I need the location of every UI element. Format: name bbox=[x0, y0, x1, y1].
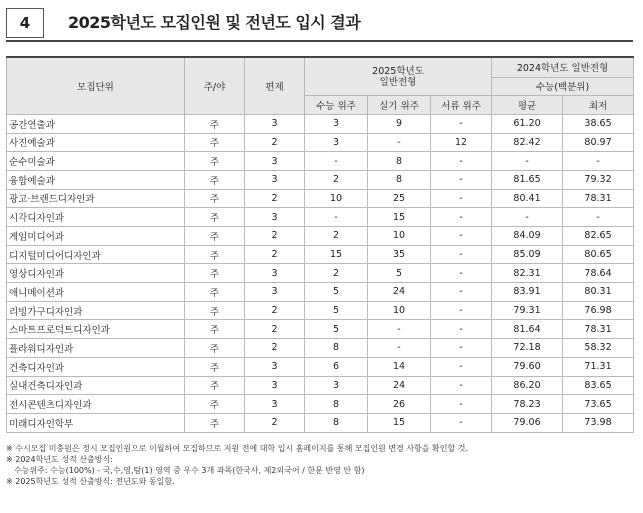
note-3: 수능위주: 수능(100%) - 국,수,영,탐(1) 영역 중 우수 3개 과목(한국사, 제2외국어 / 한문 반영 안 함) bbox=[14, 466, 365, 475]
cell-suneung: - bbox=[305, 152, 368, 171]
cell-day-night: 주 bbox=[185, 227, 245, 246]
cell-silgi: 10 bbox=[368, 227, 431, 246]
cell-silgi: 14 bbox=[368, 357, 431, 376]
cell-average: 72.18 bbox=[492, 339, 563, 358]
cell-silgi: - bbox=[368, 339, 431, 358]
cell-program: 3 bbox=[245, 170, 305, 189]
cell-seoryu: - bbox=[431, 357, 492, 376]
cell-unit: 실내건축디자인과 bbox=[7, 376, 185, 395]
cell-day-night: 주 bbox=[185, 152, 245, 171]
cell-average: 82.42 bbox=[492, 133, 563, 152]
cell-unit: 게임미디어과 bbox=[7, 227, 185, 246]
cell-suneung: 2 bbox=[305, 170, 368, 189]
cell-day-night: 주 bbox=[185, 189, 245, 208]
cell-silgi: 5 bbox=[368, 264, 431, 283]
cell-minimum: 80.97 bbox=[563, 133, 634, 152]
header-seoryu: 서류 위주 bbox=[431, 96, 492, 115]
cell-program: 3 bbox=[245, 114, 305, 133]
cell-unit: 영상디자인과 bbox=[7, 264, 185, 283]
cell-suneung: 2 bbox=[305, 264, 368, 283]
footnotes bbox=[6, 443, 633, 487]
cell-suneung: 8 bbox=[305, 395, 368, 414]
cell-unit: 미래디자인학부 bbox=[7, 413, 185, 432]
cell-minimum: 82.65 bbox=[563, 227, 634, 246]
cell-silgi: - bbox=[368, 133, 431, 152]
cell-program: 2 bbox=[245, 245, 305, 264]
cell-seoryu: - bbox=[431, 264, 492, 283]
cell-seoryu: - bbox=[431, 114, 492, 133]
cell-unit: 건축디자인과 bbox=[7, 357, 185, 376]
header-silgi: 실기 위주 bbox=[368, 96, 431, 115]
cell-unit: 리빙가구디자인과 bbox=[7, 301, 185, 320]
cell-minimum: 73.98 bbox=[563, 413, 634, 432]
table-row bbox=[7, 357, 634, 376]
cell-minimum: 78.64 bbox=[563, 264, 634, 283]
cell-suneung: 2 bbox=[305, 227, 368, 246]
cell-unit: 광고·브랜드디자인과 bbox=[7, 189, 185, 208]
cell-seoryu: - bbox=[431, 170, 492, 189]
table-row bbox=[7, 245, 634, 264]
cell-program: 3 bbox=[245, 357, 305, 376]
cell-suneung: 15 bbox=[305, 245, 368, 264]
table-row bbox=[7, 152, 634, 171]
cell-day-night: 주 bbox=[185, 357, 245, 376]
header-unit: 모집단위 bbox=[7, 57, 185, 114]
header-suneung: 수능 위주 bbox=[305, 96, 368, 115]
cell-program: 3 bbox=[245, 264, 305, 283]
cell-program: 3 bbox=[245, 395, 305, 414]
cell-average: 79.06 bbox=[492, 413, 563, 432]
table-row bbox=[7, 264, 634, 283]
note-1: ※ 수시모집 미충원은 정시 모집인원으로 이월하여 모집하므로 지원 전에 대학 입시 홈페이지를 통해 모집인원 변경 사항을 확인할 것. bbox=[6, 444, 469, 453]
table-row bbox=[7, 170, 634, 189]
cell-seoryu: - bbox=[431, 245, 492, 264]
cell-seoryu: - bbox=[431, 283, 492, 302]
cell-unit: 공간연출과 bbox=[7, 114, 185, 133]
cell-program: 3 bbox=[245, 152, 305, 171]
cell-average: 82.31 bbox=[492, 264, 563, 283]
cell-silgi: 15 bbox=[368, 208, 431, 227]
cell-seoryu: - bbox=[431, 320, 492, 339]
cell-program: 2 bbox=[245, 133, 305, 152]
cell-day-night: 주 bbox=[185, 114, 245, 133]
cell-suneung: 5 bbox=[305, 283, 368, 302]
table-row bbox=[7, 339, 634, 358]
header-group-2025: 2025학년도 일반전형 bbox=[305, 57, 492, 96]
cell-unit: 융합예술과 bbox=[7, 170, 185, 189]
cell-average: 78.23 bbox=[492, 395, 563, 414]
cell-program: 3 bbox=[245, 376, 305, 395]
note-4: ※ 2025학년도 성적 산출방식: 전년도와 동일함. bbox=[6, 477, 175, 486]
cell-average: 61.20 bbox=[492, 114, 563, 133]
cell-unit: 사진예술과 bbox=[7, 133, 185, 152]
cell-average: 85.09 bbox=[492, 245, 563, 264]
cell-minimum: 71.31 bbox=[563, 357, 634, 376]
cell-average: 79.31 bbox=[492, 301, 563, 320]
cell-minimum: 83.65 bbox=[563, 376, 634, 395]
cell-day-night: 주 bbox=[185, 283, 245, 302]
cell-unit: 디지털미디어디자인과 bbox=[7, 245, 185, 264]
cell-seoryu: - bbox=[431, 189, 492, 208]
cell-program: 2 bbox=[245, 339, 305, 358]
cell-seoryu: - bbox=[431, 413, 492, 432]
cell-seoryu: - bbox=[431, 395, 492, 414]
cell-minimum: 38.65 bbox=[563, 114, 634, 133]
cell-day-night: 주 bbox=[185, 245, 245, 264]
header-program: 편제 bbox=[245, 57, 305, 114]
note-2: ※ 2024학년도 성적 산출방식: bbox=[6, 455, 113, 464]
table-row bbox=[7, 283, 634, 302]
cell-suneung: 6 bbox=[305, 357, 368, 376]
cell-average: 79.60 bbox=[492, 357, 563, 376]
table-row bbox=[7, 227, 634, 246]
cell-day-night: 주 bbox=[185, 208, 245, 227]
cell-suneung: 8 bbox=[305, 339, 368, 358]
cell-minimum: 76.98 bbox=[563, 301, 634, 320]
cell-minimum: 79.32 bbox=[563, 170, 634, 189]
cell-day-night: 주 bbox=[185, 170, 245, 189]
admissions-table bbox=[6, 56, 634, 433]
cell-minimum: 80.31 bbox=[563, 283, 634, 302]
cell-average: 80.41 bbox=[492, 189, 563, 208]
cell-silgi: 25 bbox=[368, 189, 431, 208]
cell-suneung: 10 bbox=[305, 189, 368, 208]
cell-minimum: 78.31 bbox=[563, 320, 634, 339]
cell-silgi: 15 bbox=[368, 413, 431, 432]
cell-program: 2 bbox=[245, 301, 305, 320]
cell-day-night: 주 bbox=[185, 376, 245, 395]
cell-minimum: 58.32 bbox=[563, 339, 634, 358]
table-row bbox=[7, 189, 634, 208]
page-title: 2025학년도 모집인원 및 전년도 입시 결과 bbox=[68, 13, 361, 32]
cell-average: 81.65 bbox=[492, 170, 563, 189]
cell-program: 2 bbox=[245, 189, 305, 208]
cell-average: - bbox=[492, 152, 563, 171]
cell-program: 2 bbox=[245, 320, 305, 339]
cell-minimum: - bbox=[563, 208, 634, 227]
cell-suneung: 3 bbox=[305, 376, 368, 395]
cell-unit: 전시콘텐츠디자인과 bbox=[7, 395, 185, 414]
cell-day-night: 주 bbox=[185, 133, 245, 152]
table-body bbox=[7, 114, 634, 432]
cell-silgi: 24 bbox=[368, 283, 431, 302]
header-average: 평균 bbox=[492, 96, 563, 115]
cell-seoryu: - bbox=[431, 152, 492, 171]
cell-seoryu: 12 bbox=[431, 133, 492, 152]
cell-minimum: 80.65 bbox=[563, 245, 634, 264]
cell-program: 3 bbox=[245, 283, 305, 302]
cell-day-night: 주 bbox=[185, 320, 245, 339]
cell-silgi: 35 bbox=[368, 245, 431, 264]
table-row bbox=[7, 133, 634, 152]
cell-seoryu: - bbox=[431, 227, 492, 246]
cell-suneung: 8 bbox=[305, 413, 368, 432]
cell-silgi: - bbox=[368, 320, 431, 339]
cell-program: 2 bbox=[245, 227, 305, 246]
cell-seoryu: - bbox=[431, 339, 492, 358]
cell-unit: 시각디자인과 bbox=[7, 208, 185, 227]
section-number: 4 bbox=[6, 8, 44, 38]
cell-silgi: 9 bbox=[368, 114, 431, 133]
cell-silgi: 24 bbox=[368, 376, 431, 395]
cell-day-night: 주 bbox=[185, 301, 245, 320]
cell-silgi: 8 bbox=[368, 170, 431, 189]
cell-silgi: 26 bbox=[368, 395, 431, 414]
table-row bbox=[7, 114, 634, 133]
table-row bbox=[7, 320, 634, 339]
cell-suneung: 3 bbox=[305, 133, 368, 152]
cell-seoryu: - bbox=[431, 301, 492, 320]
cell-minimum: 73.65 bbox=[563, 395, 634, 414]
cell-unit: 애니메이션과 bbox=[7, 283, 185, 302]
cell-average: 81.64 bbox=[492, 320, 563, 339]
cell-average: 83.91 bbox=[492, 283, 563, 302]
cell-average: 86.20 bbox=[492, 376, 563, 395]
table-row bbox=[7, 413, 634, 432]
table-row bbox=[7, 208, 634, 227]
section-header bbox=[6, 6, 633, 42]
cell-minimum: - bbox=[563, 152, 634, 171]
cell-day-night: 주 bbox=[185, 413, 245, 432]
header-group-2024: 2024학년도 일반전형 bbox=[492, 57, 634, 77]
cell-average: - bbox=[492, 208, 563, 227]
cell-program: 2 bbox=[245, 413, 305, 432]
header-subgroup-2024: 수능(백분위) bbox=[492, 77, 634, 96]
cell-suneung: 5 bbox=[305, 320, 368, 339]
table-row bbox=[7, 301, 634, 320]
cell-seoryu: - bbox=[431, 208, 492, 227]
cell-unit: 순수미술과 bbox=[7, 152, 185, 171]
cell-program: 3 bbox=[245, 208, 305, 227]
cell-suneung: - bbox=[305, 208, 368, 227]
cell-suneung: 5 bbox=[305, 301, 368, 320]
cell-silgi: 8 bbox=[368, 152, 431, 171]
cell-unit: 플라워디자인과 bbox=[7, 339, 185, 358]
cell-silgi: 10 bbox=[368, 301, 431, 320]
cell-seoryu: - bbox=[431, 376, 492, 395]
table-row bbox=[7, 395, 634, 414]
header-day-night: 주/야 bbox=[185, 57, 245, 114]
cell-suneung: 3 bbox=[305, 114, 368, 133]
table-row bbox=[7, 376, 634, 395]
cell-day-night: 주 bbox=[185, 264, 245, 283]
cell-day-night: 주 bbox=[185, 395, 245, 414]
cell-unit: 스마트프로덕트디자인과 bbox=[7, 320, 185, 339]
cell-average: 84.09 bbox=[492, 227, 563, 246]
header-minimum: 최저 bbox=[563, 96, 634, 115]
cell-day-night: 주 bbox=[185, 339, 245, 358]
cell-minimum: 78.31 bbox=[563, 189, 634, 208]
